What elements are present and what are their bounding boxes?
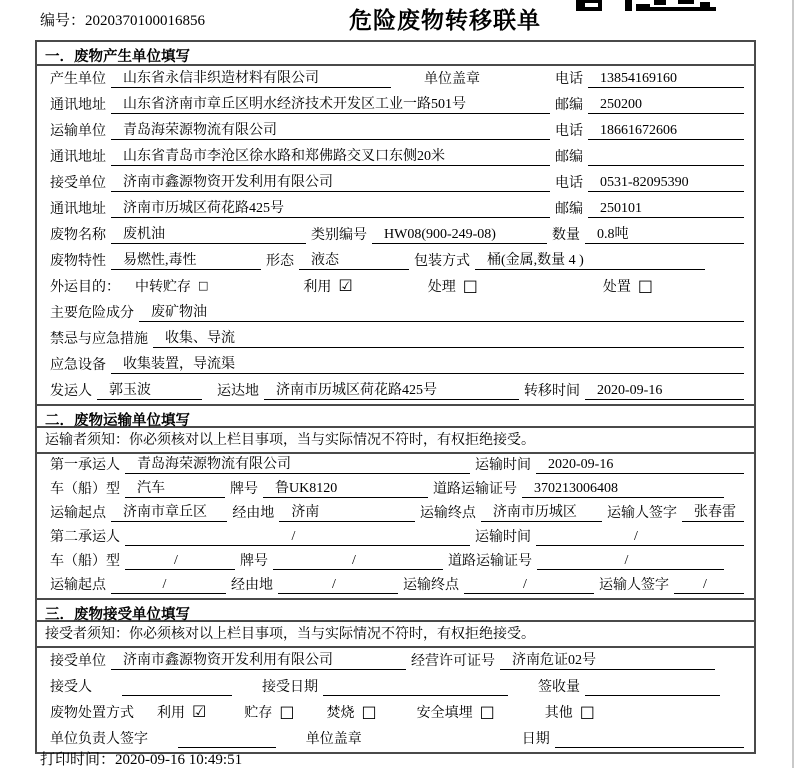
road-license1-value: 370213006408 <box>522 480 724 498</box>
destination-value: 济南市历城区荷花路425号 <box>264 382 519 400</box>
waste-trait-label: 废物特性 <box>50 254 106 269</box>
disposal-option-store <box>244 702 294 722</box>
shipper-label: 发运人 <box>50 384 92 399</box>
row-receive-unit <box>37 170 754 196</box>
plate1-value: 鲁UK8120 <box>263 480 428 498</box>
origin1-value: 济南市章丘区 <box>111 504 227 522</box>
via2-value: / <box>278 576 398 594</box>
row-route2 <box>37 574 754 598</box>
transporter-sign2-value: / <box>674 576 744 594</box>
receipt-qty-value <box>585 678 720 696</box>
zip-label: 邮编 <box>555 202 583 217</box>
receive-address-value: 济南市历城区荷花路425号 <box>111 200 550 218</box>
origin-label: 运输起点 <box>50 578 106 593</box>
produce-address-value: 山东省济南市章丘区明水经济技术开发区工业一路501号 <box>111 96 550 114</box>
produce-unit-value: 山东省永信非织造材料有限公司 <box>111 70 391 88</box>
zip-label: 邮编 <box>555 150 583 165</box>
date-value <box>555 730 744 748</box>
transport-address-group <box>45 148 550 166</box>
qr-block <box>678 0 694 4</box>
receive-date-label: 接受日期 <box>262 680 318 695</box>
print-time-value: 2020-09-16 10:49:51 <box>115 752 243 768</box>
address-label: 通讯地址 <box>50 150 106 165</box>
row-receiver <box>37 674 754 700</box>
phone-label: 电话 <box>555 176 583 191</box>
checkbox-unchecked-icon: □ <box>361 702 377 721</box>
checkbox-unchecked-icon: □ <box>637 276 653 295</box>
receive-unit3-value: 济南市鑫源物资开发利用有限公司 <box>111 652 406 670</box>
vehicle-type2-value: / <box>125 552 235 570</box>
transporter-sign-label: 运输人签字 <box>607 506 677 521</box>
disposal-option-utilize <box>157 702 206 722</box>
unit-seal-label: 单位盖章 <box>424 72 480 87</box>
zip-label: 邮编 <box>555 98 583 113</box>
end-label: 运输终点 <box>403 578 459 593</box>
road-license2-value: / <box>537 552 724 570</box>
receiver-notice: 接受者须知：你必须核对以上栏目事项，当与实际情况不符时，有权拒绝接受。 <box>37 622 754 648</box>
receive-date-value <box>323 678 508 696</box>
receive-unit-label: 接受单位 <box>50 176 106 191</box>
row-receive-unit3 <box>37 648 754 674</box>
address-label: 通讯地址 <box>50 98 106 113</box>
option-label: 安全填埋 <box>416 706 473 721</box>
produce-phone-value: 13854169160 <box>588 70 744 88</box>
section3-body <box>37 622 754 752</box>
permit-value: 济南危证02号 <box>500 652 715 670</box>
shipper-value: 郭玉波 <box>97 382 202 400</box>
row-vehicle2 <box>37 550 754 574</box>
option-label: 贮存 <box>244 706 273 721</box>
category-label: 类别编号 <box>311 228 367 243</box>
vehicle-type1-value: 汽车 <box>125 480 225 498</box>
phone-label: 电话 <box>555 72 583 87</box>
carrier1-label: 第一承运人 <box>50 458 120 473</box>
transport-unit-label: 运输单位 <box>50 124 106 139</box>
transport-time-label: 运输时间 <box>475 458 531 473</box>
checkbox-checked-icon: ☑ <box>338 276 353 295</box>
row-carrier2 <box>37 526 754 550</box>
waste-name-label: 废物名称 <box>50 228 106 243</box>
row-emergency-equipment <box>37 352 754 378</box>
serial-label: 编号： <box>40 13 86 29</box>
transporter-notice: 运输者须知：你必须核对以上栏目事项，当与实际情况不符时，有权拒绝接受。 <box>37 428 754 454</box>
receiver-value <box>122 678 232 696</box>
disposal-option-landfill <box>417 702 495 722</box>
transport-time2-value: / <box>536 528 744 546</box>
serial-value: 2020370100016856 <box>85 13 206 29</box>
quantity-value: 0.8吨 <box>585 226 744 244</box>
purpose-option-transfer-storage <box>135 276 208 296</box>
section2-body <box>37 428 754 598</box>
transporter-sign1-value: 张春雷 <box>682 504 744 522</box>
address-label: 通讯地址 <box>50 202 106 217</box>
row-transport-unit <box>37 118 754 144</box>
row-waste-name <box>37 222 754 248</box>
row-waste-trait <box>37 248 754 274</box>
checkbox-unchecked-icon: □ <box>479 702 495 721</box>
print-time-line <box>40 748 242 769</box>
vehicle-type-label: 车（船）型 <box>50 482 120 497</box>
receiver-label: 接受人 <box>50 680 92 695</box>
packing-value: 桶(金属,数量 4 ) <box>475 252 705 270</box>
quantity-label: 数量 <box>552 228 580 243</box>
checkbox-unchecked-icon: □ <box>198 279 209 292</box>
road-license-label: 道路运输证号 <box>433 482 517 497</box>
transport-phone-value: 18661672606 <box>588 122 744 140</box>
transport-unit-value: 青岛海荣源物流有限公司 <box>111 122 550 140</box>
receive-unit-group <box>45 174 550 192</box>
packing-label: 包装方式 <box>414 254 470 269</box>
option-label: 利用 <box>157 706 185 721</box>
checkbox-checked-icon: ☑ <box>192 702 207 721</box>
section1-body <box>37 66 754 404</box>
row-receive-address <box>37 196 754 222</box>
qr-block <box>654 0 666 5</box>
carrier2-value: / <box>125 528 470 546</box>
transfer-time-label: 转移时间 <box>524 384 580 399</box>
via1-value: 济南 <box>279 504 415 522</box>
option-label: 处理 <box>427 280 456 295</box>
receive-zip-value: 250101 <box>588 200 744 218</box>
vehicle-type-label: 车（船）型 <box>50 554 120 569</box>
plate-label: 牌号 <box>230 482 258 497</box>
row-carrier1 <box>37 454 754 478</box>
row-produce-unit <box>37 66 754 92</box>
destination-label: 运达地 <box>217 384 259 399</box>
page-right-border <box>792 0 794 768</box>
row-shipper <box>37 378 754 404</box>
produce-unit-group <box>45 70 550 88</box>
emergency-label: 禁忌与应急措施 <box>50 332 148 347</box>
print-time-label: 打印时间： <box>40 752 116 768</box>
hazard-value: 废矿物油 <box>139 304 744 322</box>
row-hazard-component <box>37 300 754 326</box>
plate2-value: / <box>273 552 443 570</box>
option-label: 处置 <box>602 280 631 295</box>
row-produce-address <box>37 92 754 118</box>
manifest-table <box>35 40 756 754</box>
manager-sign-value <box>178 730 276 748</box>
transport-address-value: 山东省青岛市李沧区徐水路和郑佛路交叉口东侧20米 <box>111 148 550 166</box>
purpose-option-treat <box>428 276 478 296</box>
receipt-qty-label: 签收量 <box>538 680 580 695</box>
via-label: 经由地 <box>232 506 275 521</box>
via-label: 经由地 <box>231 578 273 593</box>
origin2-value: / <box>111 576 226 594</box>
purpose-label: 外运目的： <box>50 280 120 295</box>
form-label: 形态 <box>266 254 294 269</box>
emergency-value: 收集、导流 <box>153 330 744 348</box>
checkbox-unchecked-icon: □ <box>579 702 595 721</box>
hazard-label: 主要危险成分 <box>50 306 134 321</box>
qr-block <box>700 2 710 11</box>
produce-zip-value: 250200 <box>588 96 744 114</box>
receive-phone-value: 0531-82095390 <box>588 174 744 192</box>
checkbox-unchecked-icon: □ <box>279 702 295 721</box>
equipment-value: 收集装置，导流渠 <box>111 356 744 374</box>
checkbox-unchecked-icon: □ <box>462 276 478 295</box>
row-route1 <box>37 502 754 526</box>
purpose-option-dispose <box>603 276 653 296</box>
row-transport-address <box>37 144 754 170</box>
qr-block <box>576 0 585 10</box>
receive-address-group <box>45 200 550 218</box>
end1-value: 济南市历城区 <box>481 504 602 522</box>
row-disposal-method <box>37 700 754 726</box>
manager-sign-label: 单位负责人签字 <box>50 732 148 747</box>
waste-name-value: 废机油 <box>111 226 306 244</box>
row-emergency-measures <box>37 326 754 352</box>
section3-header: 三．废物接受单位填写 <box>37 598 754 622</box>
qr-code-partial-icon <box>576 0 726 12</box>
option-label: 焚烧 <box>326 706 355 721</box>
origin-label: 运输起点 <box>50 506 106 521</box>
equipment-label: 应急设备 <box>50 358 106 373</box>
option-label: 其他 <box>544 706 573 721</box>
carrier2-label: 第二承运人 <box>50 530 120 545</box>
date-label: 日期 <box>521 732 550 747</box>
produce-unit-label: 产生单位 <box>50 72 106 87</box>
road-license-label: 道路运输证号 <box>448 554 532 569</box>
transport-time1-value: 2020-09-16 <box>536 456 744 474</box>
section2-header: 二．废物运输单位填写 <box>37 404 754 428</box>
section1-header: 一．废物产生单位填写 <box>37 42 754 66</box>
row-transfer-purpose <box>37 274 754 300</box>
transport-unit-group <box>45 122 550 140</box>
disposal-option-other <box>545 702 595 722</box>
receive-unit-label: 接受单位 <box>50 654 106 669</box>
transfer-time-value: 2020-09-16 <box>585 382 744 400</box>
produce-address-group <box>45 96 550 114</box>
carrier1-value: 青岛海荣源物流有限公司 <box>125 456 470 474</box>
purpose-option-utilize <box>303 276 352 296</box>
receive-unit-value: 济南市鑫源物资开发利用有限公司 <box>111 174 550 192</box>
transporter-sign-label: 运输人签字 <box>599 578 669 593</box>
plate-label: 牌号 <box>240 554 268 569</box>
transport-zip-value <box>588 148 744 166</box>
waste-trait-value: 易燃性,毒性 <box>111 252 261 270</box>
phone-label: 电话 <box>555 124 583 139</box>
page-title: 危险废物转移联单 <box>349 8 541 33</box>
disposal-label: 废物处置方式 <box>50 706 134 721</box>
serial-number-line <box>40 9 205 30</box>
disposal-option-incinerate <box>326 702 376 722</box>
transport-time-label: 运输时间 <box>475 530 531 545</box>
row-vehicle1 <box>37 478 754 502</box>
end-label: 运输终点 <box>419 506 476 521</box>
qr-block <box>625 0 632 11</box>
option-label: 中转贮存 <box>135 280 191 295</box>
category-value: HW08(900-249-08) <box>372 226 547 244</box>
permit-label: 经营许可证号 <box>411 654 495 669</box>
end2-value: / <box>464 576 594 594</box>
unit-seal-label: 单位盖章 <box>305 732 362 747</box>
option-label: 利用 <box>303 280 332 295</box>
form-value: 液态 <box>299 252 409 270</box>
